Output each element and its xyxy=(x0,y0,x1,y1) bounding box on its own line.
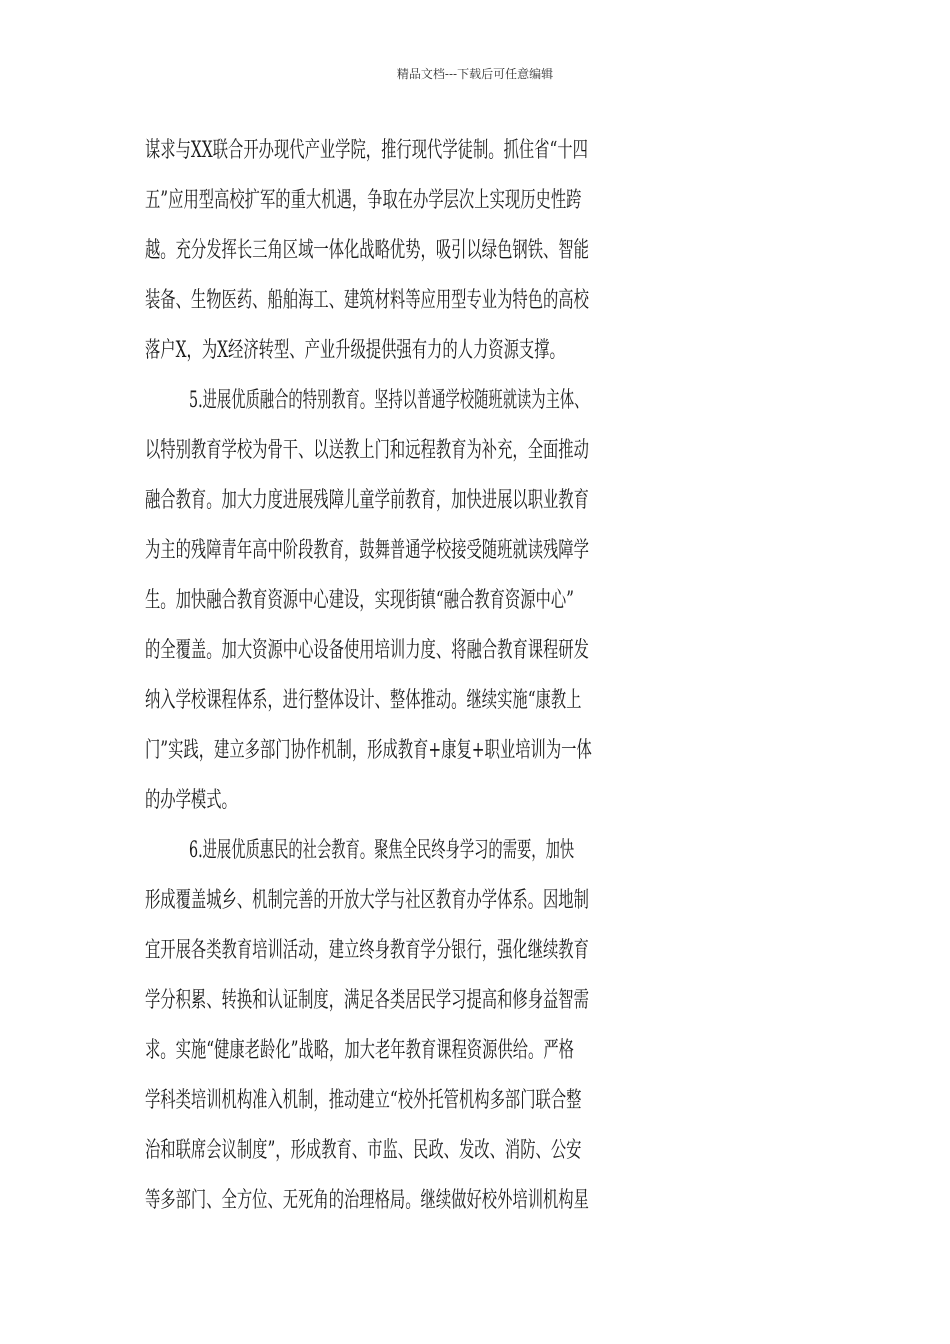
text-line: 为主的残障青年高中阶段教育，鼓舞普通学校接受随班就读残障学 xyxy=(145,538,589,563)
text-line: 越。充分发挥长三角区域一体化战略优势，吸引以绿色钢铁、智能 xyxy=(145,238,589,263)
text-line: 纳入学校课程体系，进行整体设计、整体推动。继续实施“康教上 xyxy=(145,688,582,713)
text-line: 五”应用型高校扩军的重大机遇，争取在办学层次上实现历史性跨 xyxy=(145,188,582,213)
text-line: 6.进展优质惠民的社会教育。聚焦全民终身学习的需要，加快 xyxy=(189,838,575,863)
text-line: 装备、生物医药、船舶海工、建筑材料等应用型专业为特色的高校 xyxy=(145,288,589,313)
text-line: 等多部门、全方位、无死角的治理格局。继续做好校外培训机构星 xyxy=(145,1188,589,1213)
text-line: 谋求与XX联合开办现代产业学院，推行现代学徒制。抓住省“十四 xyxy=(145,138,588,163)
page-header: 精品文档---下载后可任意编辑 xyxy=(396,67,554,81)
text-line: 5.进展优质融合的特别教育。坚持以普通学校随班就读为主体、 xyxy=(189,388,589,413)
text-line: 以特别教育学校为骨干、以送教上门和远程教育为补充，全面推动 xyxy=(145,438,589,463)
text-line: 求。实施“健康老龄化”战略，加大老年教育课程资源供给。严格 xyxy=(145,1038,574,1063)
text-line: 门”实践，建立多部门协作机制，形成教育+康复+职业培训为一体 xyxy=(145,738,592,763)
text-line: 生。加快融合教育资源中心建设，实现街镇“融合教育资源中心” xyxy=(145,588,574,613)
text-line: 宜开展各类教育培训活动，建立终身教育学分银行，强化继续教育 xyxy=(145,938,589,963)
text-line: 治和联席会议制度”，形成教育、市监、民政、发改、消防、公安 xyxy=(145,1138,582,1163)
text-line: 的全覆盖。加大资源中心设备使用培训力度、将融合教育课程研发 xyxy=(145,638,589,663)
text-line: 落户X，为X经济转型、产业升级提供强有力的人力资源支撑。 xyxy=(145,338,565,363)
text-line: 融合教育。加大力度进展残障儿童学前教育，加快进展以职业教育 xyxy=(145,488,589,513)
text-line: 形成覆盖城乡、机制完善的开放大学与社区教育办学体系。因地制 xyxy=(145,888,589,913)
text-line: 学分积累、转换和认证制度，满足各类居民学习提高和修身益智需 xyxy=(145,988,589,1013)
text-line: 学科类培训机构准入机制，推动建立“校外托管机构多部门联合整 xyxy=(145,1088,582,1113)
text-line: 的办学模式。 xyxy=(145,788,237,813)
